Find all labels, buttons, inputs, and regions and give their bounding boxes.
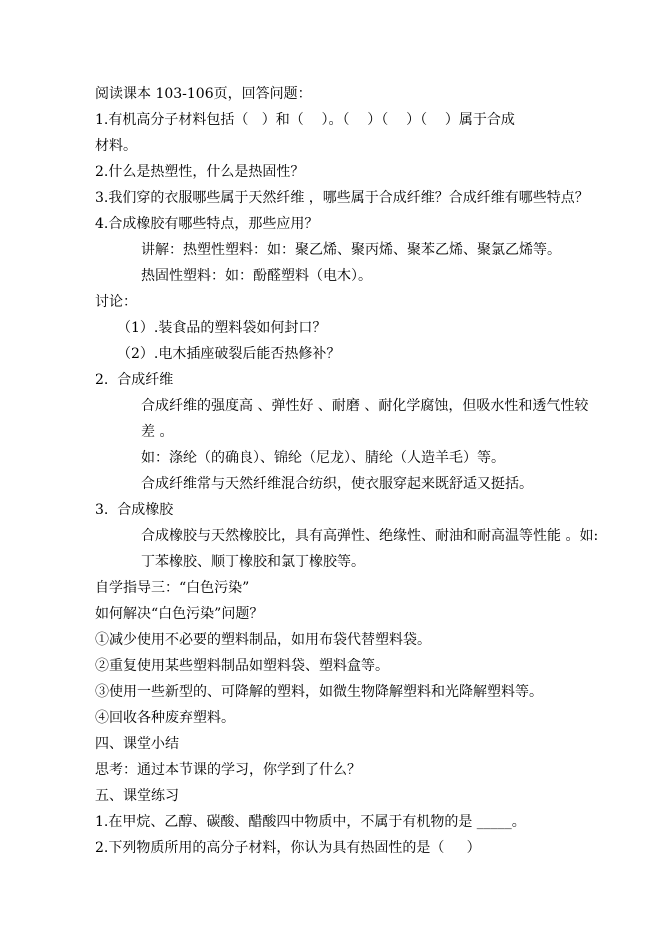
line-measure-2: ②重复使用某些塑料制品如塑料袋、塑料盒等。 (95, 658, 389, 674)
line-reading-instruction: 阅读课本 103-106页，回答问题： (95, 86, 312, 102)
line-question-2: 2.什么是热塑性，什么是热固性？ (95, 164, 305, 180)
line-measure-1: ①减少使用不必要的塑料制品，如用布袋代替塑料袋。 (95, 632, 431, 648)
line-question-1: 1.有机高分子材料包括（ ）和（ ）。（ ）（ ）（ ）属于合成 (95, 112, 515, 128)
line-fiber-examples: 如：涤纶（的确良）、锦纶（尼龙）、腈纶（人造羊毛）等。 (141, 450, 505, 466)
line-discussion-heading: 讨论： (95, 294, 137, 310)
line-question-3: 3.我们穿的衣服哪些属于天然纤维 ，哪些属于合成纤维？合成纤维有哪些特点？ (95, 190, 589, 206)
line-exercise-1: 1.在甲烷、乙醇、碳酸、醋酸四中物质中，不属于有机物的是 _____。 (95, 814, 526, 830)
line-fiber-blend: 合成纤维常与天然纤维混合纺织，使衣服穿起来既舒适又挺括。 (141, 476, 533, 492)
line-section-3-synthetic-rubber: 3. 合成橡胶 (95, 502, 174, 518)
line-explain-thermoset: 热固性塑料：如：酚醛塑料（电木）。 (141, 268, 372, 284)
line-section-2-synthetic-fiber: 2. 合成纤维 (95, 372, 174, 388)
line-white-pollution-question: 如何解决“白色污染”问题？ (95, 606, 264, 622)
line-selfstudy-guide-3: 自学指导三：“白色污染” (95, 580, 250, 596)
line-discussion-item-1: （1）.装食品的塑料袋如何封口？ (117, 320, 327, 336)
line-measure-4: ④回收各种废弃塑料。 (95, 710, 235, 726)
line-summary-think: 思考：通过本节课的学习，你学到了什么？ (95, 762, 361, 778)
line-explain-thermoplastic: 讲解：热塑性塑料：如：聚乙烯、聚丙烯、聚苯乙烯、聚氯乙烯等。 (141, 242, 561, 258)
line-question-4: 4.合成橡胶有哪些特点，那些应用？ (95, 216, 319, 232)
line-exercise-2: 2.下列物质所用的高分子材料，你认为具有热固性的是（ ） (95, 840, 481, 856)
line-measure-3: ③使用一些新型的、可降解的塑料，如微生物降解塑料和光降解塑料等。 (95, 684, 543, 700)
line-section-5-exercise: 五、课堂练习 (95, 788, 179, 804)
line-question-1-wrap: 材料。 (95, 138, 137, 154)
line-section-4-summary: 四、课堂小结 (95, 736, 179, 752)
line-fiber-properties: 合成纤维的强度高 、弹性好 、耐磨 、耐化学腐蚀，但吸水性和透气性较差 。 (141, 398, 589, 440)
line-discussion-item-2: （2）.电木插座破裂后能否热修补？ (117, 346, 341, 362)
document-content (95, 81, 600, 861)
line-rubber-examples: 丁苯橡胶、顺丁橡胶和氯丁橡胶等。 (141, 554, 365, 570)
line-rubber-properties: 合成橡胶与天然橡胶比，具有高弹性、绝缘性、耐油和耐高温等性能 。如: (141, 528, 599, 544)
